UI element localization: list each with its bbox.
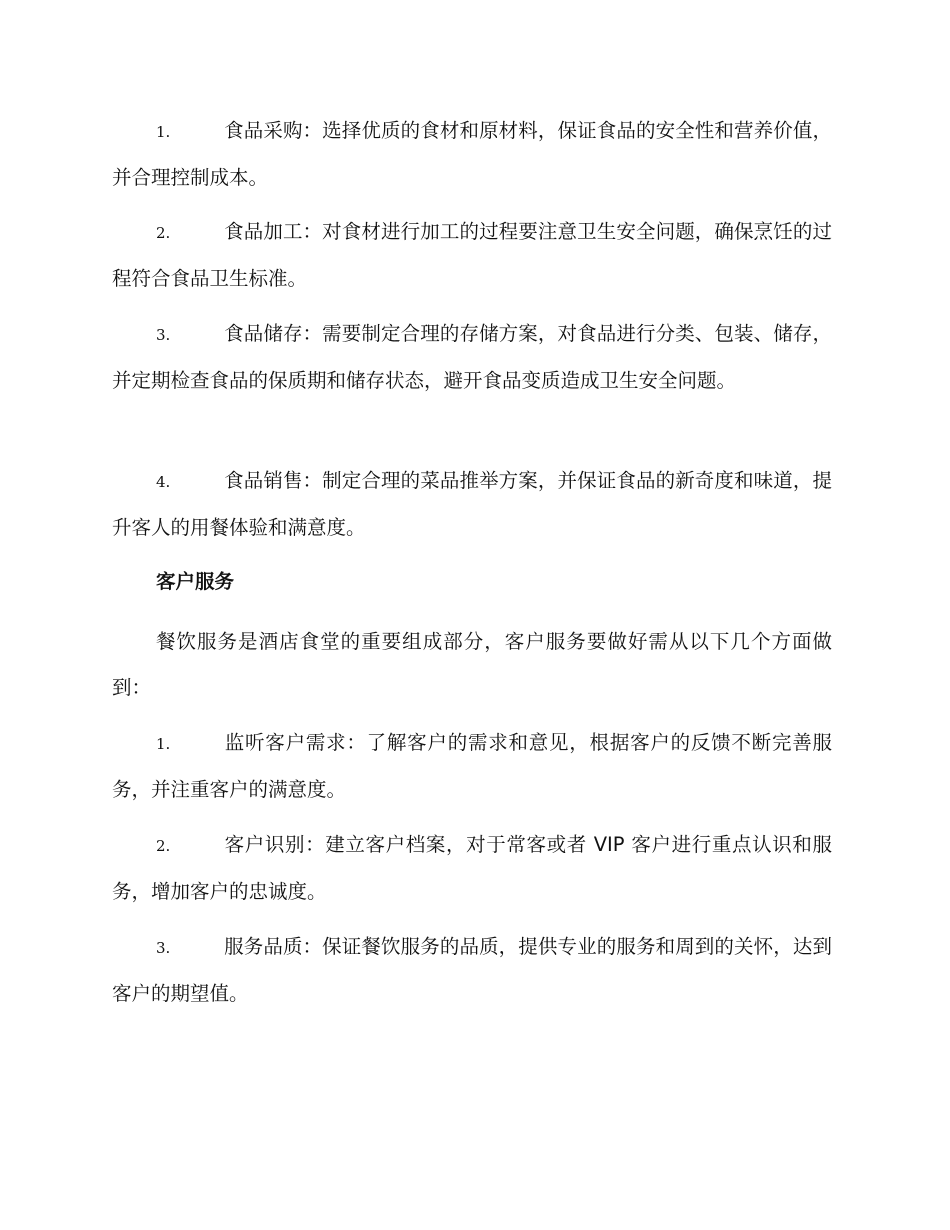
customer-list-item-3 — [112, 924, 832, 1017]
food-list-item-2 — [112, 209, 832, 302]
list-number: 3. — [156, 326, 171, 344]
list-item-text: 监听客户需求：了解客户的需求和意见，根据客户的反馈不断完善服务，并注重客户的满意度。 — [112, 731, 832, 801]
list-number: 1. — [156, 735, 171, 753]
list-number: 2. — [156, 837, 171, 855]
list-item-text: 食品加工：对食材进行加工的过程要注意卫生安全问题，确保烹饪的过程符合食品卫生标准。 — [112, 220, 832, 290]
list-item-text: 食品销售：制定合理的菜品推举方案，并保证食品的新奇度和味道，提升客人的用餐体验和满意度。 — [112, 469, 832, 539]
list-item-text: 客户识别：建立客户档案，对于常客或者 VIP 客户进行重点认识和服务，增加客户的忠诚度。 — [112, 833, 832, 903]
food-list-item-3 — [112, 311, 832, 404]
list-number: 1. — [156, 123, 171, 141]
list-item-text: 食品储存：需要制定合理的存储方案，对食品进行分类、包装、储存，并定期检查食品的保质期和储存状态，避开食品变质造成卫生安全问题。 — [112, 322, 832, 392]
list-number: 3. — [156, 939, 171, 957]
list-number: 2. — [156, 224, 171, 242]
list-number: 4. — [156, 473, 171, 491]
customer-list-item-1 — [112, 720, 832, 813]
food-list-item-4 — [112, 458, 832, 551]
section-intro: 餐饮服务是酒店食堂的重要组成部分，客户服务要做好需从以下几个方面做到： — [112, 630, 832, 699]
list-item-text: 食品采购：选择优质的食材和原材料，保证食品的安全性和营养价值，并合理控制成本。 — [112, 119, 832, 189]
customer-list-item-2 — [112, 822, 832, 915]
food-list-item-1 — [112, 108, 832, 201]
list-item-text: 服务品质：保证餐饮服务的品质，提供专业的服务和周到的关怀，达到客户的期望值。 — [112, 935, 832, 1005]
section-heading: 客户服务 — [156, 570, 235, 593]
